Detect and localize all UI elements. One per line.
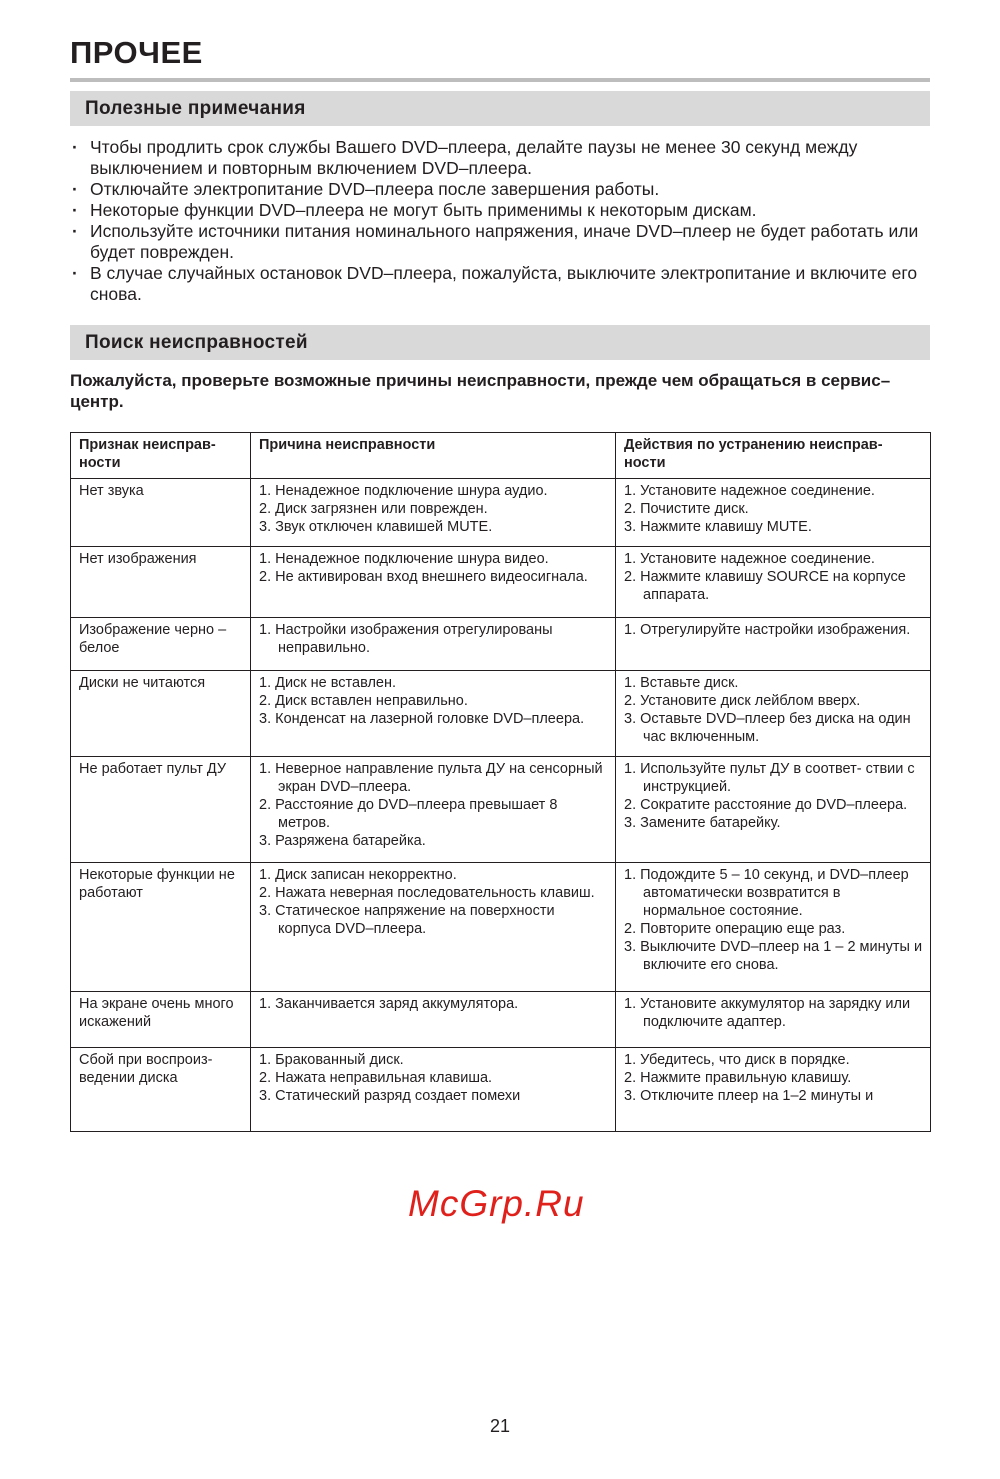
action-item: 2. Почистите диск. (624, 501, 749, 517)
action-cell (616, 1048, 931, 1132)
symptom-cell: Нет звука (71, 479, 251, 547)
symptom-cell: Нет изображения (71, 547, 251, 618)
action-cell (616, 992, 931, 1048)
note-item: · Отключайте электропитание DVD–плеера после завершения работы. (72, 179, 930, 200)
cause-item: 3. Разряжена батарейка. (259, 833, 426, 849)
symptom-cell: На экране очень много искажений (71, 992, 251, 1048)
table-row (71, 479, 931, 547)
page-title: ПРОЧЕЕ (70, 35, 203, 70)
action-item: 2. Нажмите правильную клавишу. (624, 1070, 852, 1086)
note-item: · Чтобы продлить срок службы Вашего DVD–плеера, делайте паузы не менее 30 секунд между выключением и повторным включением DVD–плеера. (72, 137, 930, 179)
table-row (71, 1048, 931, 1132)
symptom-cell: Не работает пульт ДУ (71, 757, 251, 863)
troubleshooting-intro: Пожалуйста, проверьте возможные причины неисправности, прежде чем обращаться в сервис–центр. (70, 371, 891, 411)
action-item: 1. Убедитесь, что диск в порядке. (624, 1052, 850, 1068)
symptom-cell: Изображение черно –белое (71, 618, 251, 671)
cause-item: 1. Ненадежное подключение шнура видео. (259, 551, 549, 567)
cause-item: 3. Звук отключен клавишей MUTE. (259, 519, 493, 535)
cause-item: 2. Диск загрязнен или поврежден. (259, 501, 488, 517)
table-header-row (71, 433, 931, 479)
cause-item: 2. Не активирован вход внешнего видеосигнала. (259, 569, 588, 585)
cause-cell (251, 618, 616, 671)
cause-item: 2. Нажата неправильная клавиша. (259, 1070, 493, 1086)
cause-cell (251, 671, 616, 757)
notes-heading: Полезные примечания (85, 98, 306, 119)
cause-cell (251, 547, 616, 618)
cause-cell (251, 479, 616, 547)
cause-item: 1. Неверное направление пульта ДУ на сенсорный экран DVD–плеера. (259, 761, 603, 795)
cause-item: 1. Ненадежное подключение шнура аудио. (259, 483, 548, 499)
action-item: 2. Нажмите клавишу SOURCE на корпусе аппарата. (624, 569, 906, 603)
symptom-cell: Некоторые функции не работают (71, 863, 251, 992)
notes-section-header (70, 91, 930, 126)
cause-item: 1. Бракованный диск. (259, 1052, 404, 1068)
action-item: 2. Повторите операцию еще раз. (624, 921, 846, 937)
table-row (71, 863, 931, 992)
action-item: 1. Установите аккумулятор на зарядку или подключите адаптер. (624, 996, 911, 1030)
table-row (71, 992, 931, 1048)
table-row (71, 547, 931, 618)
troubleshooting-table (70, 432, 931, 1132)
cause-item: 1. Диск не вставлен. (259, 675, 397, 691)
action-cell (616, 671, 931, 757)
symptom-cell: Диски не читаются (71, 671, 251, 757)
notes-list (72, 137, 930, 305)
note-item: · В случае случайных остановок DVD–плеера, пожалуйста, выключите электропитание и включите его снова. (72, 263, 930, 305)
action-cell (616, 757, 931, 863)
column-header-cause: Причина неисправности (251, 433, 616, 479)
action-item: 2. Установите диск лейблом вверх. (624, 693, 861, 709)
cause-cell (251, 1048, 616, 1132)
table-row (71, 618, 931, 671)
table-row (71, 671, 931, 757)
troubleshooting-heading: Поиск неисправностей (85, 332, 308, 353)
action-item: 1. Отрегулируйте настройки изображения. (624, 622, 911, 638)
action-cell (616, 863, 931, 992)
note-item: · Используйте источники питания номинального напряжения, иначе DVD–плеер не будет работать или будет поврежден. (72, 221, 930, 263)
cause-item: 2. Нажата неверная последовательность клавиш. (259, 885, 595, 901)
action-cell (616, 547, 931, 618)
column-header-symptom: Признак неисправ- ности (71, 433, 251, 479)
cause-cell (251, 863, 616, 992)
action-item: 3. Отключите плеер на 1–2 минуты и (624, 1088, 874, 1104)
action-item: 3. Нажмите клавишу MUTE. (624, 519, 812, 535)
action-cell (616, 479, 931, 547)
action-item: 3. Замените батарейку. (624, 815, 781, 831)
table-row (71, 757, 931, 863)
cause-item: 2. Расстояние до DVD–плеера превышает 8 метров. (259, 797, 558, 831)
action-item: 3. Оставьте DVD–плеер без диска на один час включенным. (624, 711, 911, 745)
action-item: 1. Установите надежное соединение. (624, 551, 875, 567)
action-item: 2. Сократите расстояние до DVD–плеера. (624, 797, 908, 813)
action-item: 1. Используйте пульт ДУ в соответ- ствии с инструкцией. (624, 761, 915, 795)
cause-item: 1. Диск записан некорректно. (259, 867, 457, 883)
action-item: 1. Подождите 5 – 10 секунд, и DVD–плеер автоматически возвратится в нормальное состояние. (624, 867, 909, 919)
action-cell (616, 618, 931, 671)
action-item: 1. Вставьте диск. (624, 675, 739, 691)
symptom-cell: Сбой при воспроиз- ведении диска (71, 1048, 251, 1132)
cause-item: 1. Заканчивается заряд аккумулятора. (259, 996, 519, 1012)
cause-item: 3. Статический разряд создает помехи (259, 1088, 521, 1104)
note-item: · Некоторые функции DVD–плеера не могут быть применимы к некоторым дискам. (72, 200, 930, 221)
column-header-action: Действия по устранению неисправ- ности (616, 433, 931, 479)
cause-cell (251, 757, 616, 863)
cause-item: 2. Диск вставлен неправильно. (259, 693, 468, 709)
cause-item: 3. Статическое напряжение на поверхности корпуса DVD–плеера. (259, 903, 555, 937)
action-item: 3. Выключите DVD–плеер на 1 – 2 минуты и включите его снова. (624, 939, 923, 973)
cause-item: 3. Конденсат на лазерной головке DVD–плеера. (259, 711, 585, 727)
watermark: McGrp.Ru (408, 1183, 585, 1224)
title-divider (70, 78, 930, 82)
page-number: 21 (489, 1416, 511, 1436)
action-item: 1. Установите надежное соединение. (624, 483, 875, 499)
cause-cell (251, 992, 616, 1048)
cause-item: 1. Настройки изображения отрегулированы неправильно. (259, 622, 553, 656)
troubleshooting-section-header (70, 325, 930, 360)
